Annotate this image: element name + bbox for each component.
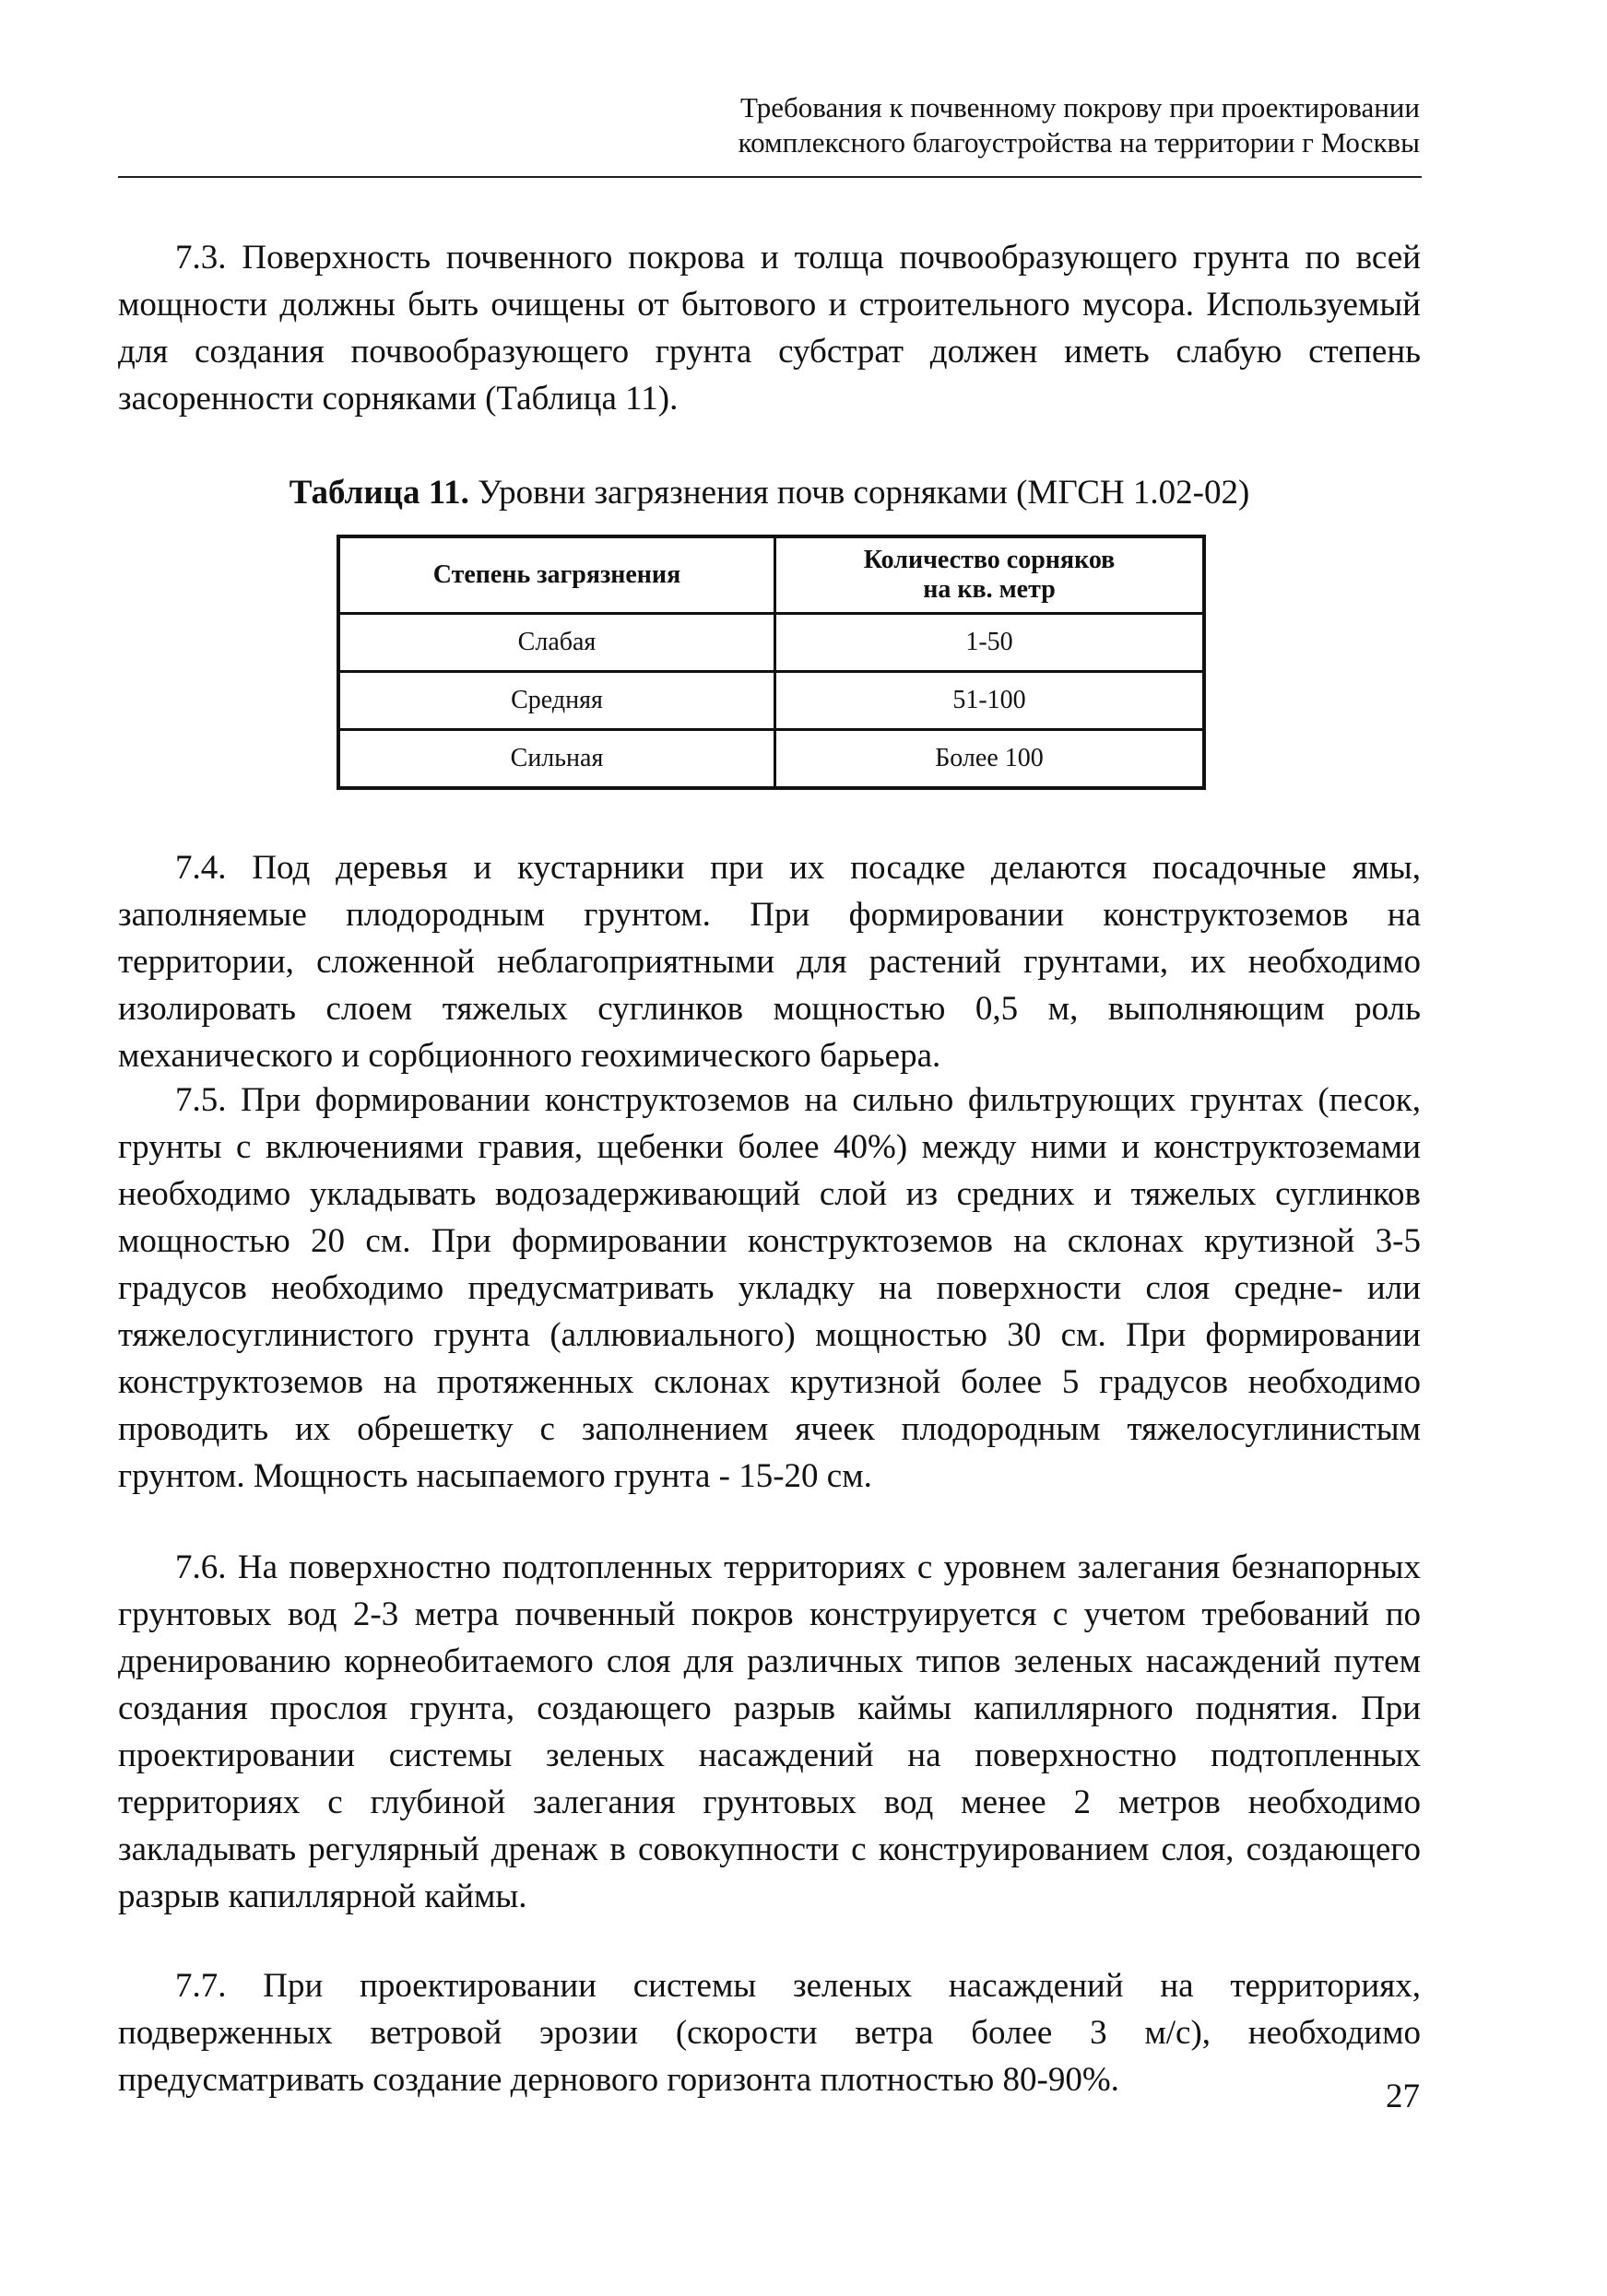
paragraph-7-4: 7.4. Под деревья и кустарники при их посадке делаются посадочные ямы, заполняемые плодородным грунтом. При формировании конструктоземов на территории, сложенной неблагоприятными для растений грунтами, их необходимо изолировать слоем тяжелых суглинков мощностью 0,5 м, выполняющим роль механического и сорбционного геохимического барьера. [118, 849, 1421, 1075]
header-line-1: Требования к почвенному покрову при проектировании [739, 91, 1420, 124]
header-degree: Степень загрязнения [338, 536, 775, 614]
paragraph-7-6: 7.6. На поверхностно подтопленных территориях с уровнем залегания безнапорных грунтовых вод 2-3 метра почвенный покров конструируется с учетом требований по дренированию корнеобитаемого слоя для различных типов зеленых насаждений путем создания прослоя грунта, создающего разрыв каймы капиллярного поднятия. При проектировании системы зеленых насаждений на поверхностно подтопленных территориях с глубиной залегания грунтовых вод менее 2 метров необходимо закладывать регулярный дренаж в совокупности с конструированием слоя, создающего разрыв капиллярной каймы. [118, 1548, 1421, 1915]
table-caption-text: Уровни загрязнения почв сорняками (МГСН 1.02-02) [468, 474, 1250, 512]
table-row [338, 672, 1204, 730]
cell-degree: Средняя [338, 672, 775, 730]
weed-contamination-table [337, 535, 1206, 790]
cell-degree: Слабая [338, 614, 775, 672]
page-number: 27 [1386, 2078, 1420, 2115]
running-header [120, 90, 1420, 160]
table-row [338, 614, 1204, 672]
header-count [775, 536, 1205, 614]
paragraph-7-7: 7.7. При проектировании системы зеленых насаждений на территориях, подверженных ветровой эрозии (скорости ветра более 3 м/с), необходимо предусматривать создание дернового горизонта плотностью 80-90%. [118, 1967, 1421, 2099]
cell-count: Более 100 [775, 730, 1205, 789]
header-count-line-2: на кв. метр [923, 575, 1056, 604]
header-line-2: комплексного благоустройства на территории г Москвы [738, 126, 1420, 159]
paragraph-7-5: 7.5. При формировании конструктоземов на сильно фильтрующих грунтах (песок, грунты с включениями гравия, щебенки более 40%) между ними и конструктоземами необходимо укладывать водозадерживающий слой из средних и тяжелых суглинков мощностью 20 см. При формировании конструктоземов на склонах крутизной 3-5 градусов необходимо предусматривать укладку на поверхности слоя средне- или тяжелосуглинистого грунта (аллювиального) мощностью 30 см. При формировании конструктоземов на протяженных склонах крутизной более 5 градусов необходимо проводить их обрешетку с заполнением ячеек плодородным тяжелосуглинистым грунтом. Мощность насыпаемого грунта - 15-20 см. [118, 1081, 1421, 1495]
paragraph-7-3: 7.3. Поверхность почвенного покрова и толща почвообразующего грунта по всей мощности должны быть очищены от бытового и строительного мусора. Используемый для создания почвообразующего грунта субстрат должен иметь слабую степень засоренности сорняками (Таблица 11). [118, 239, 1421, 418]
cell-count: 1-50 [775, 614, 1205, 672]
table-row [338, 730, 1204, 789]
cell-count: 51-100 [775, 672, 1205, 730]
header-divider [118, 176, 1422, 178]
table-caption [118, 469, 1421, 516]
table-header-row [338, 536, 1204, 614]
table-caption-label: Таблица 11. [289, 474, 469, 512]
header-count-line-1: Количество сорняков [863, 546, 1116, 574]
cell-degree: Сильная [338, 730, 775, 789]
